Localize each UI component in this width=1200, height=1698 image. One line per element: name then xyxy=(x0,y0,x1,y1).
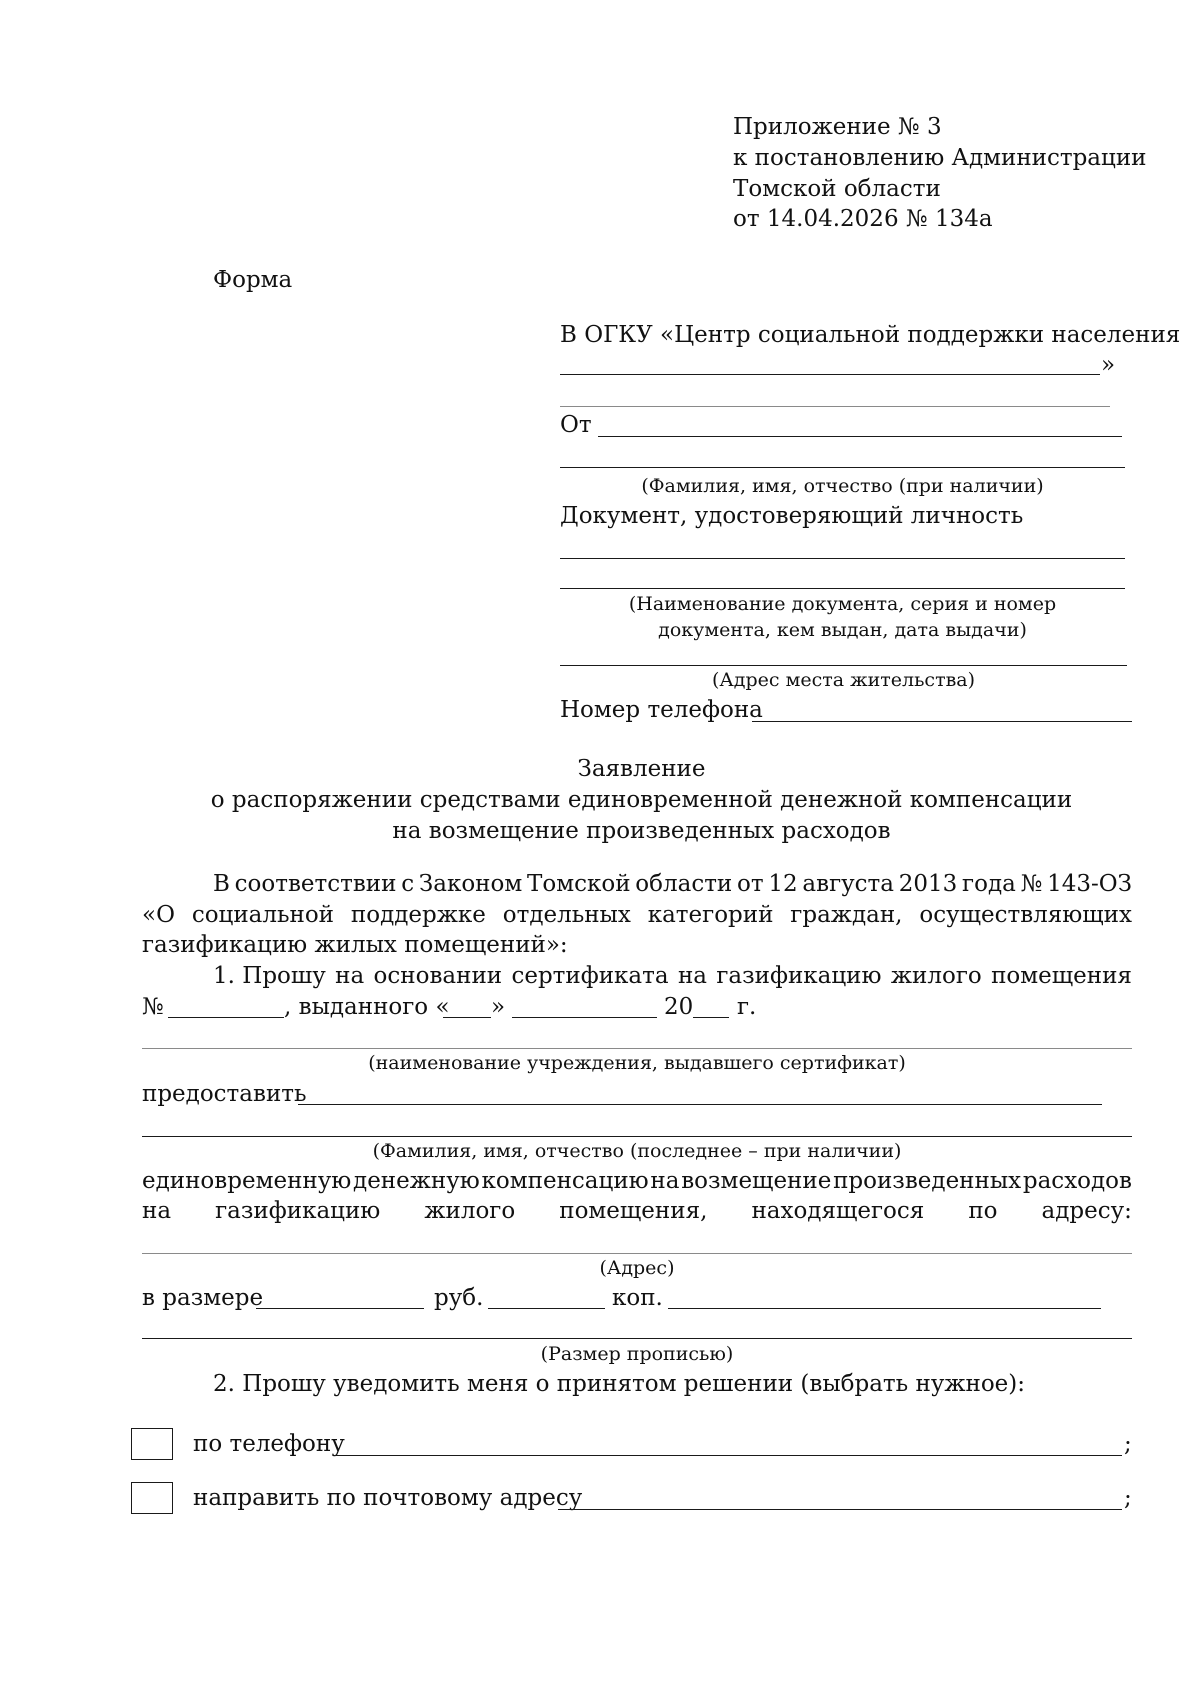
certificate-day-field[interactable] xyxy=(443,1017,491,1018)
recipient-fio-hint: (Фамилия, имя, отчество (последнее – при наличии) xyxy=(372,1140,902,1162)
residence-address-hint: (Адрес места жительства) xyxy=(711,669,976,691)
amount-kopecks-field[interactable] xyxy=(488,1308,605,1309)
appendix-line-1: Приложение № 3 xyxy=(733,114,942,140)
notify-by-mail-checkbox[interactable] xyxy=(131,1482,173,1514)
issuing-institution-hint: (наименование учреждения, выдавшего сертификат) xyxy=(368,1052,906,1074)
compensation-line-2 xyxy=(142,1197,1132,1225)
notify-phone-field-line[interactable] xyxy=(334,1455,1122,1456)
amount-words-field-line[interactable] xyxy=(668,1308,1101,1309)
certificate-year-field[interactable] xyxy=(693,1017,729,1018)
word: «О xyxy=(142,902,175,928)
word: от xyxy=(737,871,764,897)
certificate-year-prefix: 20 xyxy=(664,994,694,1020)
word: жилого xyxy=(424,1198,516,1224)
closing-quote: » xyxy=(1101,352,1116,378)
amount-rubles-field[interactable] xyxy=(256,1308,424,1309)
word: помещения, xyxy=(559,1198,708,1224)
identity-doc-field-line[interactable] xyxy=(560,558,1125,559)
from-field-line[interactable] xyxy=(598,436,1122,437)
word: на xyxy=(677,963,707,989)
postal-address-field-line[interactable] xyxy=(558,1509,1122,1510)
org-name-field-line-2[interactable] xyxy=(560,406,1110,407)
org-name-field-line[interactable] xyxy=(560,374,1100,375)
word: произведенных xyxy=(833,1168,1022,1194)
certificate-no-label: № xyxy=(142,994,164,1020)
intro-line-1 xyxy=(213,870,1132,898)
word: года xyxy=(962,871,1016,897)
amount-words-field-line-2[interactable] xyxy=(142,1338,1132,1339)
identity-doc-field-line-2[interactable] xyxy=(560,588,1125,589)
amount-label: в размере xyxy=(142,1285,264,1311)
issuing-institution-field-line[interactable] xyxy=(142,1048,1132,1049)
document-subtitle-1: о распоряжении средствами единовременной денежной компенсации xyxy=(210,787,1073,813)
word: 143-ОЗ xyxy=(1047,871,1132,897)
word: по xyxy=(968,1198,998,1224)
word: денежную xyxy=(353,1168,480,1194)
word: № xyxy=(1020,871,1043,897)
recipient-field-line[interactable] xyxy=(298,1104,1102,1105)
word: категорий xyxy=(647,902,774,928)
word: августа xyxy=(802,871,894,897)
word: отдельных xyxy=(502,902,631,928)
notify-by-phone-checkbox[interactable] xyxy=(131,1428,173,1460)
kopecks-label: коп. xyxy=(612,1285,663,1311)
phone-field-line[interactable] xyxy=(752,721,1132,722)
word: жилого xyxy=(890,963,982,989)
intro-line-3: газификацию жилых помещений»: xyxy=(142,932,568,958)
word: газификацию xyxy=(716,963,882,989)
word: расходов xyxy=(1022,1168,1132,1194)
recipient-field-line-2[interactable] xyxy=(142,1136,1132,1137)
word: 1. Прошу xyxy=(213,963,326,989)
word: с xyxy=(401,871,415,897)
intro-line-2 xyxy=(142,901,1132,929)
from-label: От xyxy=(560,412,592,438)
document-subtitle-2: на возмещение произведенных расходов xyxy=(392,818,891,844)
certificate-quote-close: » xyxy=(491,994,506,1020)
compensation-line-1 xyxy=(142,1167,1132,1195)
provide-label: предоставить xyxy=(142,1081,307,1107)
semicolon-1: ; xyxy=(1124,1431,1132,1457)
residence-address-field-line[interactable] xyxy=(560,665,1127,666)
word: Томской xyxy=(527,871,631,897)
word: основании xyxy=(373,963,503,989)
property-address-field-line[interactable] xyxy=(142,1253,1132,1254)
phone-label: Номер телефона xyxy=(560,697,763,723)
appendix-line-4: от 14.04.2026 № 134а xyxy=(733,206,993,232)
rubles-label: руб. xyxy=(434,1285,484,1311)
identity-doc-hint-2: документа, кем выдан, дата выдачи) xyxy=(658,619,1027,641)
certificate-issued-label: , выданного « xyxy=(284,994,450,1020)
word: поддержке xyxy=(350,902,486,928)
word: 12 xyxy=(768,871,798,897)
word: на xyxy=(142,1198,172,1224)
word: единовременную xyxy=(142,1168,352,1194)
word: на xyxy=(335,963,365,989)
fio-hint: (Фамилия, имя, отчество (при наличии) xyxy=(641,475,1044,497)
identity-doc-label: Документ, удостоверяющий личность xyxy=(560,503,1024,529)
document-title: Заявление xyxy=(577,756,706,782)
item-2-line: 2. Прошу уведомить меня о принятом решении (выбрать нужное): xyxy=(213,1371,1026,1397)
word: области xyxy=(635,871,733,897)
notify-by-mail-label: направить по почтовому адресу xyxy=(193,1485,583,1511)
identity-doc-hint-1: (Наименование документа, серия и номер xyxy=(628,593,1057,615)
form-label: Форма xyxy=(213,267,293,293)
word: возмещение xyxy=(681,1168,832,1194)
word: адресу: xyxy=(1041,1198,1132,1224)
word: соответствии xyxy=(234,871,397,897)
appendix-line-3: Томской области xyxy=(733,176,941,202)
amount-words-hint: (Размер прописью) xyxy=(540,1343,734,1365)
word: сертификата xyxy=(511,963,669,989)
semicolon-2: ; xyxy=(1124,1485,1132,1511)
word: находящегося xyxy=(751,1198,925,1224)
word: социальной xyxy=(191,902,335,928)
word: Законом xyxy=(418,871,523,897)
addressee-line: В ОГКУ «Центр социальной поддержки населения xyxy=(560,322,1181,348)
word: газификацию xyxy=(215,1198,381,1224)
word: на xyxy=(650,1168,680,1194)
certificate-number-field[interactable] xyxy=(168,1017,284,1018)
word: 2013 xyxy=(898,871,958,897)
appendix-line-2: к постановлению Администрации xyxy=(733,145,1147,171)
item-1-line xyxy=(213,962,1132,990)
certificate-year-suffix: г. xyxy=(737,994,757,1020)
word: помещения xyxy=(991,963,1132,989)
word: осуществляющих xyxy=(919,902,1132,928)
word: В xyxy=(213,871,230,897)
property-address-hint: (Адрес) xyxy=(599,1257,675,1279)
word: граждан, xyxy=(790,902,903,928)
word: компенсацию xyxy=(481,1168,649,1194)
notify-by-phone-label: по телефону xyxy=(193,1431,345,1457)
from-field-line-2[interactable] xyxy=(560,467,1125,468)
certificate-month-field[interactable] xyxy=(512,1017,657,1018)
